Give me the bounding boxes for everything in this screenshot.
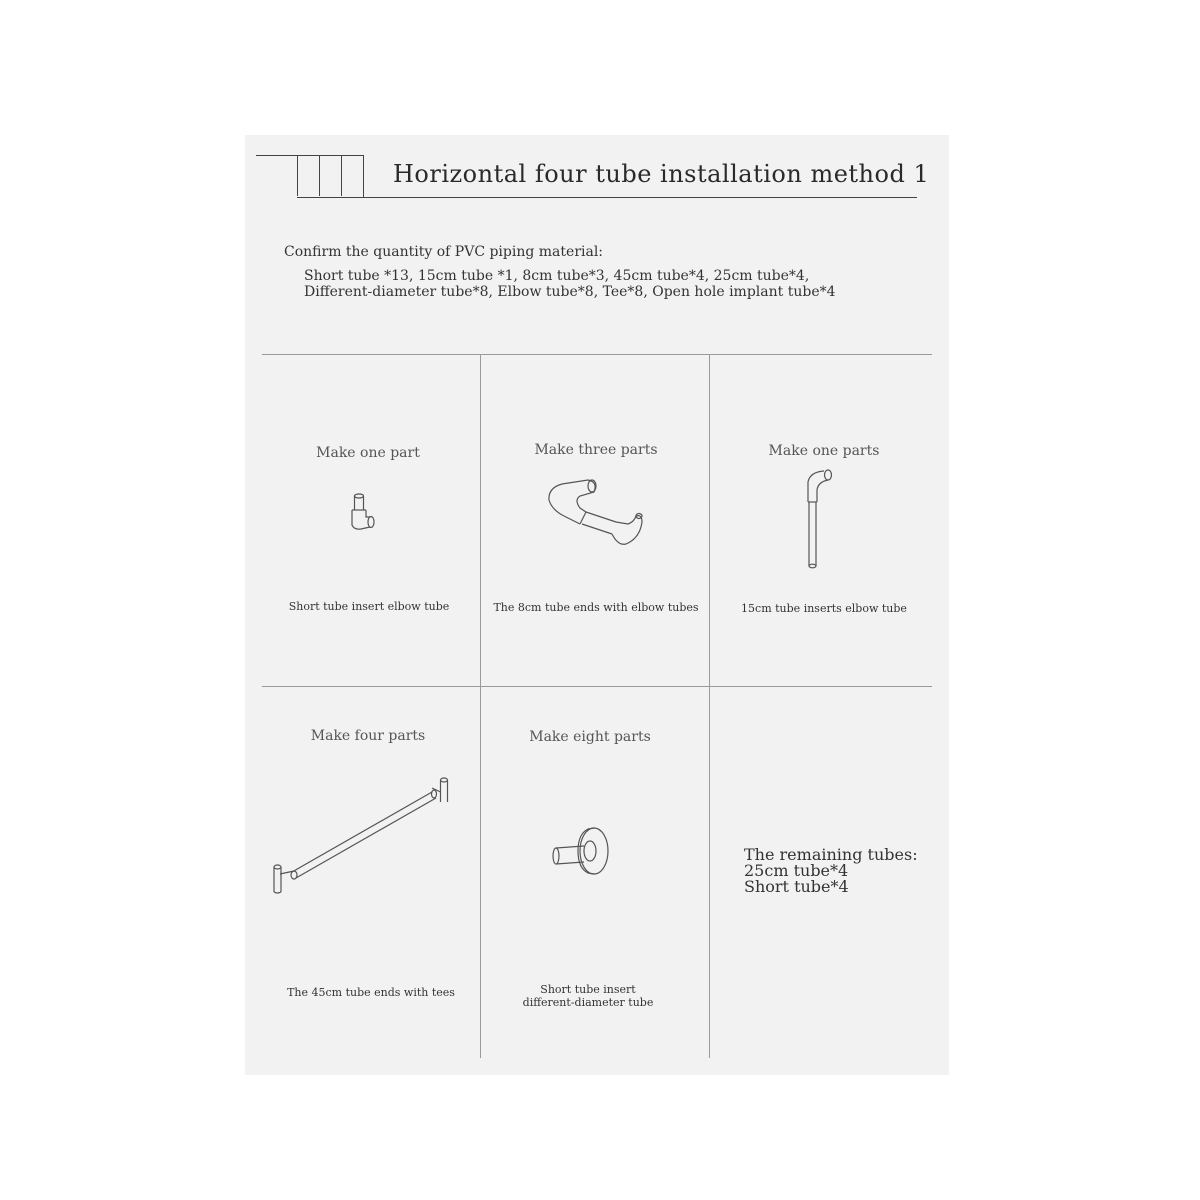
step-5-description bbox=[523, 983, 654, 1009]
step-5-caption: Make eight parts bbox=[529, 729, 651, 745]
step-3-description: 15cm tube inserts elbow tube bbox=[741, 602, 907, 615]
grid-line-left bbox=[480, 354, 481, 1058]
grid-line-middle bbox=[262, 686, 932, 687]
materials-line-1: Short tube *13, 15cm tube *1, 8cm tube*3, 45cm tube*4, 25cm tube*4, bbox=[304, 268, 810, 284]
step-5-description-line-1: Short tube insert bbox=[540, 983, 636, 996]
materials-line-2: Different-diameter tube*8, Elbow tube*8, Tee*8, Open hole implant tube*4 bbox=[304, 284, 836, 300]
45cm-tube-tees-icon bbox=[268, 770, 458, 900]
remaining-heading: The remaining tubes: bbox=[744, 845, 918, 864]
remaining-tubes-note bbox=[744, 847, 918, 895]
8cm-tube-elbows-icon bbox=[540, 478, 650, 550]
short-tube-elbow-icon bbox=[345, 490, 385, 532]
materials-list bbox=[304, 268, 836, 300]
materials-intro: Confirm the quantity of PVC piping material: bbox=[284, 244, 604, 260]
step-3-caption: Make one parts bbox=[768, 443, 880, 459]
page-title: Horizontal four tube installation method 1 bbox=[393, 160, 930, 188]
grid-line-right bbox=[709, 354, 710, 1058]
header-box-1 bbox=[297, 155, 319, 196]
step-2-caption: Make three parts bbox=[534, 442, 658, 458]
header-box-graphic bbox=[297, 155, 364, 197]
step-5-description-line-2: different-diameter tube bbox=[522, 996, 654, 1009]
step-4-description: The 45cm tube ends with tees bbox=[287, 986, 455, 999]
remaining-25cm: 25cm tube*4 bbox=[744, 861, 849, 880]
step-1-caption: Make one part bbox=[316, 445, 420, 461]
reducer-tube-icon bbox=[548, 824, 618, 880]
header-box-3 bbox=[341, 155, 363, 196]
step-1-description: Short tube insert elbow tube bbox=[288, 600, 450, 613]
remaining-short: Short tube*4 bbox=[744, 877, 849, 896]
step-2-description: The 8cm tube ends with elbow tubes bbox=[493, 601, 699, 614]
15cm-tube-elbow-icon bbox=[800, 468, 840, 572]
header-box-2 bbox=[319, 155, 341, 196]
grid-line-top bbox=[262, 354, 932, 355]
step-4-caption: Make four parts bbox=[310, 728, 426, 744]
header-rule-bottom bbox=[297, 197, 917, 198]
